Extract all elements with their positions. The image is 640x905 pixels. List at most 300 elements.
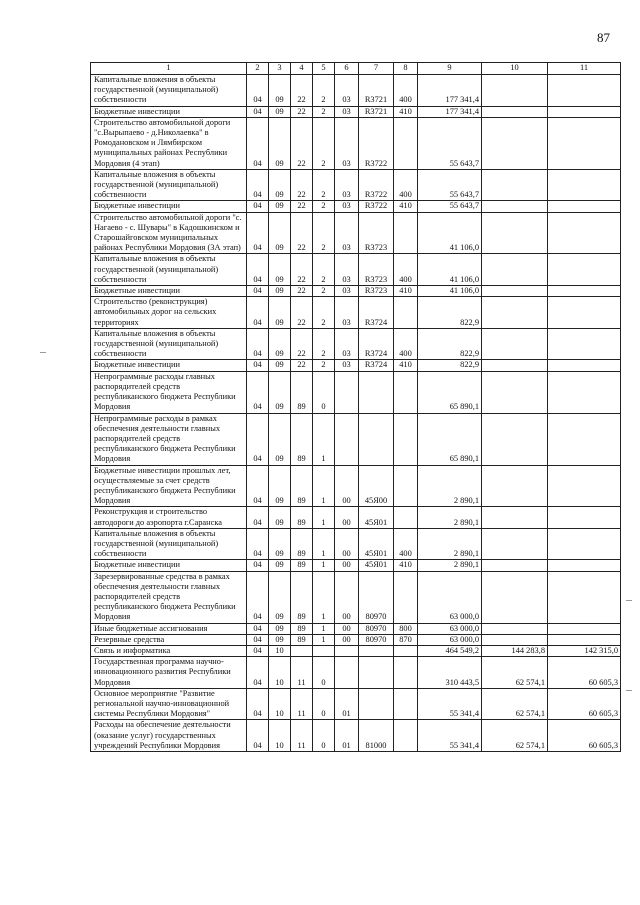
expense-type-code: 410: [394, 106, 418, 117]
amount-year-1: 822,9: [418, 297, 482, 329]
table-row: [91, 201, 621, 212]
event-code: 03: [335, 328, 359, 360]
section-code: 04: [247, 201, 269, 212]
amount-year-1: 2 890,1: [418, 465, 482, 507]
subsection-code: 09: [269, 212, 291, 254]
subprogram-code: 0: [313, 720, 335, 752]
expense-type-code: [394, 465, 418, 507]
subprogram-code: 1: [313, 634, 335, 645]
subsection-code: 09: [269, 297, 291, 329]
expense-type-code: [394, 571, 418, 623]
amount-year-1: 177 341,4: [418, 106, 482, 117]
program-code: 89: [291, 507, 313, 528]
row-name: Резервные средства: [91, 634, 247, 645]
program-code: 89: [291, 465, 313, 507]
amount-year-3: [548, 212, 621, 254]
subsection-code: 09: [269, 360, 291, 371]
row-name: Капитальные вложения в объекты государственной (муниципальной) собственности: [91, 254, 247, 286]
amount-year-1: 63 000,0: [418, 634, 482, 645]
amount-year-3: [548, 507, 621, 528]
row-name: Реконструкция и строительство автодороги до аэропорта г.Саранска: [91, 507, 247, 528]
program-code: 11: [291, 720, 313, 752]
event-code: 00: [335, 623, 359, 634]
subprogram-code: 2: [313, 360, 335, 371]
direction-code: 45Я00: [359, 465, 394, 507]
expense-type-code: [394, 507, 418, 528]
event-code: 01: [335, 688, 359, 720]
subprogram-code: 2: [313, 286, 335, 297]
column-header-2: 2: [247, 63, 269, 75]
program-code: 89: [291, 623, 313, 634]
amount-year-3: [548, 328, 621, 360]
amount-year-3: [548, 286, 621, 297]
row-name: Бюджетные инвестиции прошлых лет, осуществляемые за счет средств республиканского бюджета Республики Мордовия: [91, 465, 247, 507]
row-name: Расходы на обеспечение деятельности (оказание услуг) государственных учреждений Республики Мордовия: [91, 720, 247, 752]
program-code: 89: [291, 528, 313, 560]
table-row: [91, 212, 621, 254]
program-code: 11: [291, 657, 313, 689]
subprogram-code: 2: [313, 75, 335, 107]
section-code: 04: [247, 169, 269, 201]
amount-year-3: [548, 297, 621, 329]
row-name: Строительство автомобильной дороги "с. Нагаево - с. Шувары" в Кадошкинском и Старошайговском муниципальных районах Республики Мордовия (3А этап): [91, 212, 247, 254]
program-code: 89: [291, 571, 313, 623]
expense-type-code: 410: [394, 560, 418, 571]
event-code: 03: [335, 201, 359, 212]
scan-mark: [40, 352, 46, 353]
amount-year-3: [548, 201, 621, 212]
section-code: 04: [247, 645, 269, 656]
amount-year-2: [482, 634, 548, 645]
subsection-code: 09: [269, 286, 291, 297]
table-row: [91, 254, 621, 286]
subsection-code: 09: [269, 371, 291, 413]
section-code: 04: [247, 688, 269, 720]
expense-type-code: 400: [394, 169, 418, 201]
amount-year-3: [548, 623, 621, 634]
amount-year-2: [482, 371, 548, 413]
amount-year-3: [548, 117, 621, 169]
amount-year-3: [548, 571, 621, 623]
subprogram-code: 2: [313, 201, 335, 212]
event-code: 00: [335, 465, 359, 507]
expense-type-code: 410: [394, 360, 418, 371]
subsection-code: 09: [269, 560, 291, 571]
section-code: 04: [247, 286, 269, 297]
subsection-code: 09: [269, 106, 291, 117]
column-header-7: 7: [359, 63, 394, 75]
direction-code: R3722: [359, 117, 394, 169]
table-row: [91, 75, 621, 107]
column-header-6: 6: [335, 63, 359, 75]
subprogram-code: 1: [313, 528, 335, 560]
row-name: Непрограммные расходы главных распорядителей средств республиканского бюджета Республики Мордовия: [91, 371, 247, 413]
program-code: 89: [291, 371, 313, 413]
table-row: [91, 360, 621, 371]
direction-code: R3723: [359, 286, 394, 297]
section-code: 04: [247, 328, 269, 360]
section-code: 04: [247, 465, 269, 507]
direction-code: 45Я01: [359, 507, 394, 528]
section-code: 04: [247, 657, 269, 689]
row-name: Бюджетные инвестиции: [91, 360, 247, 371]
program-code: [291, 645, 313, 656]
table-row: [91, 413, 621, 465]
program-code: 22: [291, 117, 313, 169]
subprogram-code: 1: [313, 413, 335, 465]
expense-type-code: [394, 413, 418, 465]
table-body: [91, 75, 621, 752]
subsection-code: 09: [269, 117, 291, 169]
program-code: 22: [291, 286, 313, 297]
amount-year-2: [482, 201, 548, 212]
event-code: 00: [335, 507, 359, 528]
amount-year-2: [482, 623, 548, 634]
event-code: 00: [335, 560, 359, 571]
amount-year-1: 55 341,4: [418, 720, 482, 752]
amount-year-2: 62 574,1: [482, 720, 548, 752]
event-code: 03: [335, 212, 359, 254]
amount-year-3: 60 605,3: [548, 720, 621, 752]
expense-type-code: [394, 297, 418, 329]
direction-code: R3722: [359, 201, 394, 212]
amount-year-1: 55 643,7: [418, 201, 482, 212]
subsection-code: 09: [269, 169, 291, 201]
expense-type-code: [394, 657, 418, 689]
expense-type-code: [394, 645, 418, 656]
program-code: 22: [291, 75, 313, 107]
amount-year-1: 2 890,1: [418, 507, 482, 528]
amount-year-2: [482, 571, 548, 623]
column-header-4: 4: [291, 63, 313, 75]
program-code: 11: [291, 688, 313, 720]
table-row: [91, 286, 621, 297]
event-code: 03: [335, 169, 359, 201]
expense-type-code: 410: [394, 201, 418, 212]
section-code: 04: [247, 413, 269, 465]
subsection-code: 09: [269, 623, 291, 634]
table-row: [91, 720, 621, 752]
amount-year-3: [548, 465, 621, 507]
section-code: 04: [247, 560, 269, 571]
subsection-code: 09: [269, 634, 291, 645]
row-name: Капитальные вложения в объекты государственной (муниципальной) собственности: [91, 528, 247, 560]
expense-type-code: [394, 371, 418, 413]
amount-year-1: 41 106,0: [418, 212, 482, 254]
expense-type-code: 400: [394, 328, 418, 360]
amount-year-3: [548, 254, 621, 286]
amount-year-3: 142 315,0: [548, 645, 621, 656]
program-code: 89: [291, 634, 313, 645]
program-code: 22: [291, 297, 313, 329]
subprogram-code: 1: [313, 623, 335, 634]
amount-year-2: [482, 507, 548, 528]
subprogram-code: 2: [313, 117, 335, 169]
subprogram-code: 0: [313, 688, 335, 720]
table-row: [91, 634, 621, 645]
event-code: 00: [335, 634, 359, 645]
amount-year-1: 2 890,1: [418, 560, 482, 571]
subprogram-code: 2: [313, 106, 335, 117]
program-code: 22: [291, 201, 313, 212]
event-code: [335, 413, 359, 465]
amount-year-2: [482, 413, 548, 465]
direction-code: [359, 371, 394, 413]
section-code: 04: [247, 371, 269, 413]
amount-year-1: 41 106,0: [418, 286, 482, 297]
table-row: [91, 465, 621, 507]
direction-code: R3721: [359, 75, 394, 107]
amount-year-3: [548, 560, 621, 571]
amount-year-3: [548, 528, 621, 560]
amount-year-3: [548, 75, 621, 107]
section-code: 04: [247, 528, 269, 560]
column-header-9: 9: [418, 63, 482, 75]
expense-type-code: 800: [394, 623, 418, 634]
amount-year-1: 41 106,0: [418, 254, 482, 286]
program-code: 22: [291, 360, 313, 371]
amount-year-3: [548, 371, 621, 413]
header-row: [91, 63, 621, 75]
program-code: 22: [291, 106, 313, 117]
amount-year-2: [482, 106, 548, 117]
subsection-code: 10: [269, 657, 291, 689]
subsection-code: 10: [269, 688, 291, 720]
amount-year-3: [548, 360, 621, 371]
section-code: 04: [247, 571, 269, 623]
amount-year-2: [482, 297, 548, 329]
subprogram-code: [313, 645, 335, 656]
direction-code: 80970: [359, 571, 394, 623]
direction-code: R3724: [359, 328, 394, 360]
program-code: 22: [291, 169, 313, 201]
section-code: 04: [247, 297, 269, 329]
subprogram-code: 1: [313, 560, 335, 571]
amount-year-3: [548, 106, 621, 117]
subprogram-code: 0: [313, 371, 335, 413]
subsection-code: 09: [269, 465, 291, 507]
subsection-code: 09: [269, 328, 291, 360]
amount-year-2: [482, 528, 548, 560]
row-name: Связь и информатика: [91, 645, 247, 656]
subsection-code: 09: [269, 413, 291, 465]
row-name: Бюджетные инвестиции: [91, 201, 247, 212]
section-code: 04: [247, 623, 269, 634]
event-code: 03: [335, 117, 359, 169]
scan-mark: [626, 690, 632, 691]
subprogram-code: 2: [313, 169, 335, 201]
event-code: 03: [335, 254, 359, 286]
section-code: 04: [247, 254, 269, 286]
section-code: 04: [247, 634, 269, 645]
row-name: Бюджетные инвестиции: [91, 106, 247, 117]
column-header-3: 3: [269, 63, 291, 75]
row-name: Бюджетные инвестиции: [91, 560, 247, 571]
amount-year-1: 55 643,7: [418, 117, 482, 169]
expense-type-code: 870: [394, 634, 418, 645]
amount-year-3: [548, 413, 621, 465]
amount-year-3: 60 605,3: [548, 688, 621, 720]
subsection-code: 09: [269, 201, 291, 212]
program-code: 22: [291, 212, 313, 254]
event-code: 03: [335, 360, 359, 371]
amount-year-2: 144 283,8: [482, 645, 548, 656]
table-row: [91, 571, 621, 623]
program-code: 89: [291, 413, 313, 465]
subsection-code: 09: [269, 75, 291, 107]
event-code: 03: [335, 297, 359, 329]
amount-year-3: [548, 634, 621, 645]
row-name: Строительство автомобильной дороги "с.Вырыпаево - д.Николаевка" в Ромодановском и Лямбирском муниципальных районах Республики Мордовия (4 этап): [91, 117, 247, 169]
row-name: Бюджетные инвестиции: [91, 286, 247, 297]
column-header-11: 11: [548, 63, 621, 75]
section-code: 04: [247, 212, 269, 254]
expense-type-code: [394, 720, 418, 752]
amount-year-2: [482, 169, 548, 201]
program-code: 89: [291, 560, 313, 571]
direction-code: 45Я01: [359, 560, 394, 571]
subprogram-code: 2: [313, 328, 335, 360]
row-name: Основное мероприятие "Развитие региональной научно-инновационной системы Республики Мордовия": [91, 688, 247, 720]
section-code: 04: [247, 360, 269, 371]
column-header-5: 5: [313, 63, 335, 75]
expense-type-code: 400: [394, 254, 418, 286]
subsection-code: 09: [269, 571, 291, 623]
section-code: 04: [247, 106, 269, 117]
event-code: 00: [335, 528, 359, 560]
row-name: Капитальные вложения в объекты государственной (муниципальной) собственности: [91, 169, 247, 201]
expense-type-code: 400: [394, 528, 418, 560]
table-row: [91, 657, 621, 689]
subprogram-code: 0: [313, 657, 335, 689]
event-code: 03: [335, 75, 359, 107]
amount-year-2: [482, 75, 548, 107]
direction-code: [359, 645, 394, 656]
direction-code: R3723: [359, 212, 394, 254]
event-code: [335, 657, 359, 689]
expense-type-code: [394, 117, 418, 169]
row-name: Строительство (реконструкция) автомобильных дорог на сельских территориях: [91, 297, 247, 329]
event-code: [335, 645, 359, 656]
table-row: [91, 645, 621, 656]
subsection-code: 10: [269, 645, 291, 656]
column-header-8: 8: [394, 63, 418, 75]
row-name: Непрограммные расходы в рамках обеспечения деятельности главных распорядителей средств республиканского бюджета Республики Мордовия: [91, 413, 247, 465]
table-row: [91, 169, 621, 201]
section-code: 04: [247, 75, 269, 107]
amount-year-2: [482, 560, 548, 571]
column-header-1: 1: [91, 63, 247, 75]
program-code: 22: [291, 254, 313, 286]
column-header-10: 10: [482, 63, 548, 75]
event-code: 01: [335, 720, 359, 752]
row-name: Капитальные вложения в объекты государственной (муниципальной) собственности: [91, 75, 247, 107]
amount-year-2: [482, 212, 548, 254]
direction-code: R3724: [359, 360, 394, 371]
table-row: [91, 623, 621, 634]
amount-year-1: 310 443,5: [418, 657, 482, 689]
table-row: [91, 371, 621, 413]
expense-type-code: 410: [394, 286, 418, 297]
direction-code: [359, 413, 394, 465]
subprogram-code: 2: [313, 254, 335, 286]
amount-year-2: [482, 360, 548, 371]
event-code: 00: [335, 571, 359, 623]
amount-year-1: 2 890,1: [418, 528, 482, 560]
subsection-code: 09: [269, 254, 291, 286]
table-row: [91, 507, 621, 528]
amount-year-2: [482, 286, 548, 297]
expense-type-code: [394, 688, 418, 720]
direction-code: R3722: [359, 169, 394, 201]
expense-type-code: [394, 212, 418, 254]
subprogram-code: 2: [313, 297, 335, 329]
expense-type-code: 400: [394, 75, 418, 107]
amount-year-1: 822,9: [418, 360, 482, 371]
event-code: 03: [335, 286, 359, 297]
scan-mark: [626, 600, 632, 601]
amount-year-2: [482, 117, 548, 169]
subprogram-code: 1: [313, 465, 335, 507]
amount-year-1: 464 549,2: [418, 645, 482, 656]
direction-code: R3721: [359, 106, 394, 117]
amount-year-3: 60 605,3: [548, 657, 621, 689]
subsection-code: 10: [269, 720, 291, 752]
subprogram-code: 2: [313, 212, 335, 254]
amount-year-1: 55 341,4: [418, 688, 482, 720]
amount-year-1: 822,9: [418, 328, 482, 360]
budget-table: [90, 62, 621, 752]
program-code: 22: [291, 328, 313, 360]
subsection-code: 09: [269, 528, 291, 560]
amount-year-1: 63 000,0: [418, 571, 482, 623]
direction-code: 81000: [359, 720, 394, 752]
table-row: [91, 297, 621, 329]
amount-year-2: 62 574,1: [482, 688, 548, 720]
direction-code: 45Я01: [359, 528, 394, 560]
subprogram-code: 1: [313, 571, 335, 623]
amount-year-2: [482, 328, 548, 360]
event-code: 03: [335, 106, 359, 117]
amount-year-1: 63 000,0: [418, 623, 482, 634]
table-row: [91, 106, 621, 117]
row-name: Капитальные вложения в объекты государственной (муниципальной) собственности: [91, 328, 247, 360]
amount-year-2: [482, 254, 548, 286]
subprogram-code: 1: [313, 507, 335, 528]
section-code: 04: [247, 720, 269, 752]
amount-year-2: 62 574,1: [482, 657, 548, 689]
amount-year-3: [548, 169, 621, 201]
row-name: Зарезервированные средства в рамках обеспечения деятельности главных распорядителей средств республиканского бюджета Республики Мордовия: [91, 571, 247, 623]
amount-year-1: 177 341,4: [418, 75, 482, 107]
event-code: [335, 371, 359, 413]
amount-year-1: 65 890,1: [418, 413, 482, 465]
direction-code: [359, 688, 394, 720]
direction-code: [359, 657, 394, 689]
amount-year-2: [482, 465, 548, 507]
table-row: [91, 528, 621, 560]
direction-code: 80970: [359, 623, 394, 634]
section-code: 04: [247, 507, 269, 528]
page-number: 87: [597, 30, 610, 45]
section-code: 04: [247, 117, 269, 169]
table-row: [91, 328, 621, 360]
direction-code: 80970: [359, 634, 394, 645]
table-row: [91, 117, 621, 169]
amount-year-1: 65 890,1: [418, 371, 482, 413]
table-row: [91, 560, 621, 571]
table-header: [91, 63, 621, 75]
